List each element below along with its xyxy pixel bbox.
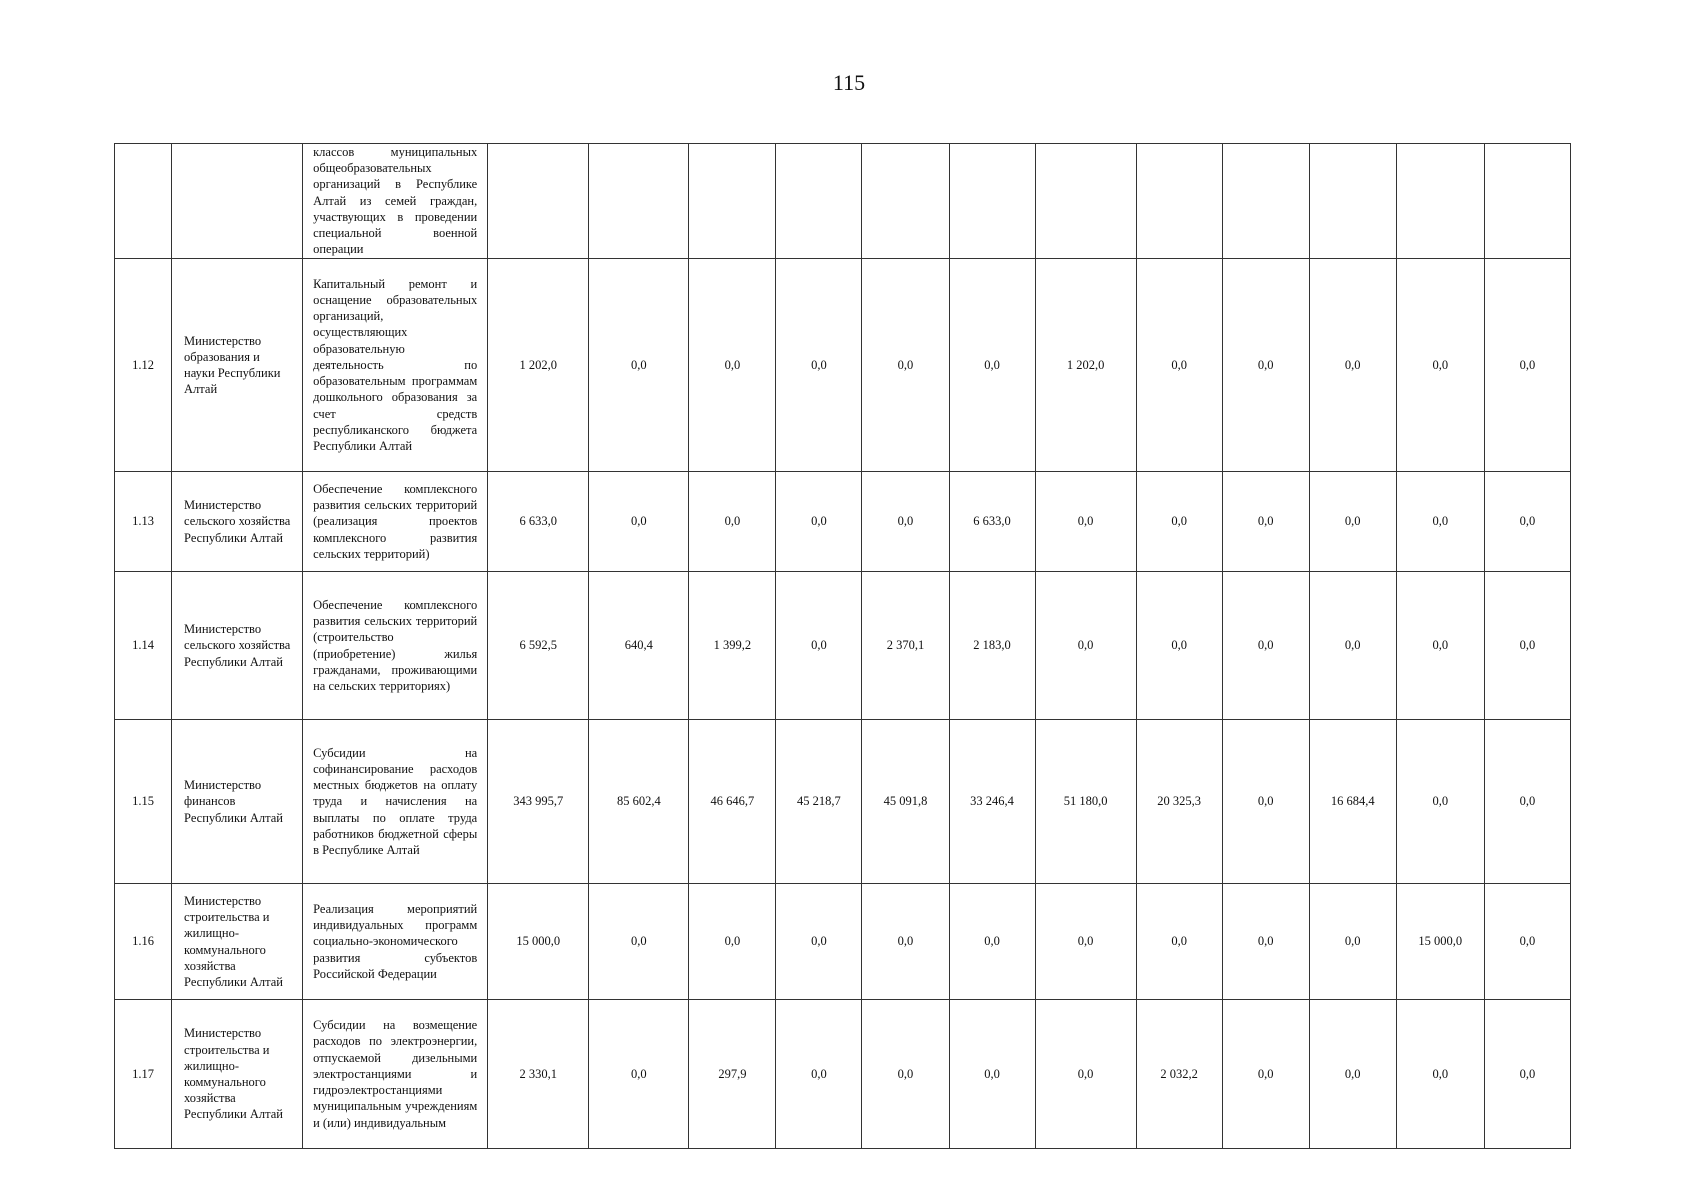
table-row (115, 884, 1571, 1000)
value-cell: 2 032,2 (1136, 1000, 1222, 1149)
value-cell: 0,0 (862, 884, 949, 1000)
value-cell: 0,0 (1484, 1000, 1570, 1149)
agency-cell: Министерство строительства и жилищно-коммунального хозяйства Республики Алтай (172, 884, 303, 1000)
agency-cell: Министерство финансов Республики Алтай (172, 720, 303, 884)
value-cell: 0,0 (589, 259, 689, 472)
budget-table (114, 143, 1571, 1149)
value-cell: 0,0 (1396, 572, 1484, 720)
value-cell (1136, 144, 1222, 259)
value-cell: 0,0 (776, 259, 862, 472)
value-cell: 0,0 (1309, 1000, 1396, 1149)
value-cell: 0,0 (1035, 572, 1136, 720)
value-cell: 0,0 (1222, 259, 1309, 472)
agency-cell: Министерство сельского хозяйства Республики Алтай (172, 572, 303, 720)
value-cell (589, 144, 689, 259)
value-cell (776, 144, 862, 259)
value-cell: 0,0 (1136, 472, 1222, 572)
value-cell: 0,0 (1396, 720, 1484, 884)
agency-cell: Министерство строительства и жилищно-коммунального хозяйства Республики Алтай (172, 1000, 303, 1149)
value-cell: 0,0 (862, 1000, 949, 1149)
value-cell: 0,0 (776, 572, 862, 720)
value-cell: 85 602,4 (589, 720, 689, 884)
row-number: 1.15 (115, 720, 172, 884)
value-cell: 0,0 (1035, 472, 1136, 572)
value-cell: 0,0 (1396, 259, 1484, 472)
description-cell: Обеспечение комплексного развития сельских территорий (строительство (приобретение) жилья гражданами, проживающими на сельских территориях) (303, 572, 488, 720)
value-cell: 0,0 (1484, 472, 1570, 572)
value-cell: 0,0 (1222, 1000, 1309, 1149)
description-cell: Субсидии на софинансирование расходов местных бюджетов на оплату труда и начисления на выплаты по оплате труда работников бюджетной сферы в Республике Алтай (303, 720, 488, 884)
table-row (115, 472, 1571, 572)
value-cell: 0,0 (1309, 472, 1396, 572)
value-cell (1309, 144, 1396, 259)
value-cell: 343 995,7 (488, 720, 589, 884)
value-cell: 33 246,4 (949, 720, 1035, 884)
value-cell: 0,0 (1309, 884, 1396, 1000)
value-cell: 45 091,8 (862, 720, 949, 884)
row-number: 1.16 (115, 884, 172, 1000)
value-cell: 0,0 (949, 259, 1035, 472)
value-cell: 0,0 (1396, 472, 1484, 572)
value-cell: 0,0 (1484, 572, 1570, 720)
value-cell: 2 330,1 (488, 1000, 589, 1149)
value-cell: 6 592,5 (488, 572, 589, 720)
value-cell: 0,0 (689, 884, 776, 1000)
table-row (115, 572, 1571, 720)
agency-cell (172, 144, 303, 259)
value-cell: 0,0 (1035, 1000, 1136, 1149)
value-cell: 0,0 (1222, 572, 1309, 720)
value-cell: 15 000,0 (488, 884, 589, 1000)
agency-cell: Министерство сельского хозяйства Республики Алтай (172, 472, 303, 572)
value-cell (862, 144, 949, 259)
row-number: 1.13 (115, 472, 172, 572)
description-cell: Субсидии на возмещение расходов по электроэнергии, отпускаемой дизельными электростанциями и гидроэлектростанциями муниципальным учреждениям и (или) индивидуальным (303, 1000, 488, 1149)
agency-cell: Министерство образования и науки Республики Алтай (172, 259, 303, 472)
value-cell: 51 180,0 (1035, 720, 1136, 884)
value-cell (1396, 144, 1484, 259)
value-cell (1484, 144, 1570, 259)
value-cell: 0,0 (589, 884, 689, 1000)
value-cell: 0,0 (1309, 259, 1396, 472)
value-cell: 0,0 (1484, 259, 1570, 472)
value-cell: 0,0 (862, 259, 949, 472)
value-cell (949, 144, 1035, 259)
value-cell: 0,0 (689, 472, 776, 572)
value-cell: 2 183,0 (949, 572, 1035, 720)
value-cell: 0,0 (862, 472, 949, 572)
row-number: 1.17 (115, 1000, 172, 1149)
value-cell: 0,0 (1222, 884, 1309, 1000)
value-cell: 6 633,0 (488, 472, 589, 572)
description-cell: Реализация мероприятий индивидуальных программ социально-экономического развития субъектов Российской Федерации (303, 884, 488, 1000)
page-number: 115 (832, 70, 866, 95)
value-cell: 0,0 (1136, 259, 1222, 472)
description-cell: Капитальный ремонт и оснащение образовательных организаций, осуществляющих образовательную деятельность по образовательным программам дошкольного образования за счет средств республиканского бюджета Республики Алтай (303, 259, 488, 472)
value-cell: 16 684,4 (1309, 720, 1396, 884)
row-number (115, 144, 172, 259)
value-cell: 297,9 (689, 1000, 776, 1149)
value-cell: 1 202,0 (1035, 259, 1136, 472)
value-cell: 0,0 (776, 472, 862, 572)
value-cell (488, 144, 589, 259)
description-cell: классов муниципальных общеобразовательных организаций в Республике Алтай из семей граждан, участвующих в проведении специальной военной операции (303, 144, 488, 259)
table-row (115, 259, 1571, 472)
value-cell: 0,0 (589, 1000, 689, 1149)
value-cell: 640,4 (589, 572, 689, 720)
value-cell: 0,0 (1484, 720, 1570, 884)
row-number: 1.14 (115, 572, 172, 720)
value-cell (689, 144, 776, 259)
value-cell: 0,0 (689, 259, 776, 472)
value-cell: 15 000,0 (1396, 884, 1484, 1000)
value-cell: 20 325,3 (1136, 720, 1222, 884)
value-cell (1035, 144, 1136, 259)
value-cell: 6 633,0 (949, 472, 1035, 572)
value-cell (1222, 144, 1309, 259)
value-cell: 0,0 (1136, 572, 1222, 720)
value-cell: 0,0 (589, 472, 689, 572)
value-cell: 45 218,7 (776, 720, 862, 884)
value-cell: 0,0 (776, 884, 862, 1000)
value-cell: 2 370,1 (862, 572, 949, 720)
row-number: 1.12 (115, 259, 172, 472)
value-cell: 0,0 (1222, 720, 1309, 884)
value-cell: 0,0 (949, 1000, 1035, 1149)
value-cell: 1 399,2 (689, 572, 776, 720)
value-cell: 0,0 (776, 1000, 862, 1149)
value-cell: 46 646,7 (689, 720, 776, 884)
value-cell: 0,0 (1309, 572, 1396, 720)
value-cell: 0,0 (949, 884, 1035, 1000)
table-row (115, 144, 1571, 259)
value-cell: 0,0 (1396, 1000, 1484, 1149)
value-cell: 1 202,0 (488, 259, 589, 472)
table-row (115, 1000, 1571, 1149)
value-cell: 0,0 (1136, 884, 1222, 1000)
value-cell: 0,0 (1484, 884, 1570, 1000)
value-cell: 0,0 (1035, 884, 1136, 1000)
table-row (115, 720, 1571, 884)
value-cell: 0,0 (1222, 472, 1309, 572)
description-cell: Обеспечение комплексного развития сельских территорий (реализация проектов комплексного развития сельских территорий) (303, 472, 488, 572)
